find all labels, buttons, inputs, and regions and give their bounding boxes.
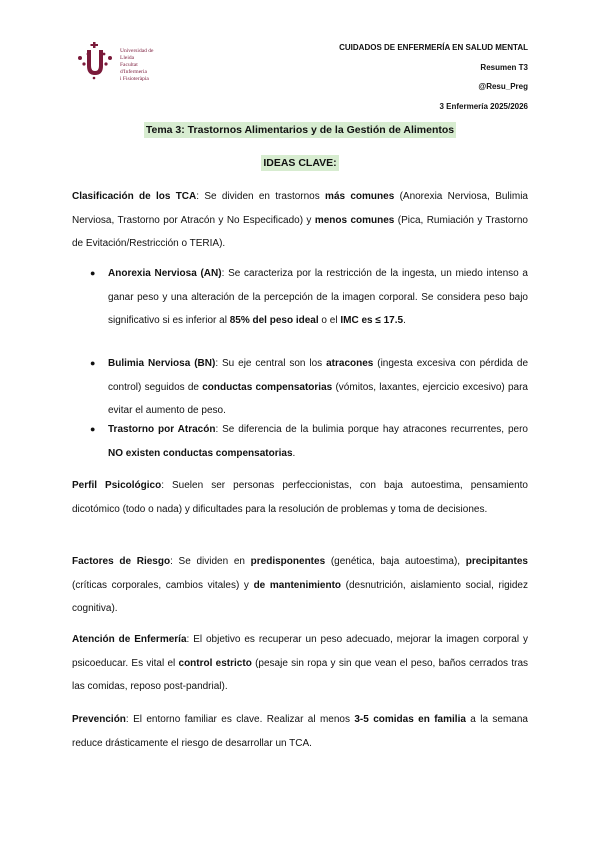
text-run: : Se caracteriza por la restricción de la ingesta, un miedo intenso a ganar peso y una alteración de la percepción de la imagen corporal. Se considera peso bajo significativo si es inferior al: [108, 268, 528, 326]
bullet-bulimia: [90, 352, 528, 423]
ideas-clave-heading: IDEAS CLAVE:: [263, 157, 337, 169]
title-wrap: [0, 120, 600, 138]
logo-line-1: Universidad de Lleida: [120, 48, 154, 61]
document-title: Tema 3: Trastornos Alimentarios y de la Gestión de Alimentos: [145, 124, 455, 136]
factores-label: Factores de Riesgo: [72, 556, 171, 567]
perfil-label: Perfil Psicológico: [72, 480, 162, 491]
header-handle: @Resu_Preg: [478, 82, 528, 91]
header-course: CUIDADOS DE ENFERMERÍA EN SALUD MENTAL: [339, 43, 528, 52]
paragraph-factores: [72, 550, 528, 621]
university-logo: [74, 40, 164, 80]
ideas-clave-wrap: [0, 153, 600, 171]
text-run: : Suelen ser personas perfeccionistas, con baja autoestima, pensamiento dicotómico (todo o nada) y dificultades para la resolución de problemas y toma de decisiones.: [72, 480, 528, 515]
document-header: [339, 38, 528, 116]
logo-text: [120, 48, 164, 83]
header-year: 3 Enfermería 2025/2026: [439, 101, 528, 111]
atencion-label: Atención de Enfermería: [72, 634, 187, 645]
text-run: (ingesta excesiva con pérdida de control) seguidos de: [108, 358, 529, 393]
bold-run: control estricto: [178, 657, 252, 669]
text-run: : Se diferencia de la bulimia porque hay atracones recurrentes, pero: [215, 424, 528, 435]
header-summary: Resumen T3: [480, 62, 528, 72]
text-run: (vómitos, laxantes, ejercicio excesivo) para evitar el aumento de peso.: [108, 381, 528, 416]
text-run: : Su eje central son los: [215, 358, 327, 369]
prevencion-label: Prevención: [72, 714, 126, 725]
text-run: : El objetivo es recuperar un peso adecuado, mejorar la imagen corporal y psicoeducar. Es vital el: [72, 634, 528, 669]
logo-line-3: i Fisioteràpia: [120, 76, 149, 82]
bold-run: atracones: [326, 358, 374, 369]
university-emblem-icon: [74, 40, 118, 80]
paragraph-prevencion: [72, 708, 528, 755]
paragraph-atencion: [72, 628, 528, 699]
bullet-text: [108, 418, 528, 465]
bullet-dot-icon: ●: [90, 268, 96, 278]
bold-run: menos comunes: [314, 214, 395, 226]
bullet-dot-icon: ●: [90, 358, 96, 368]
text-run: (pesaje sin ropa y sin que vean el peso, baños cerrados tras las comidas, reposo post-pandrial).: [72, 657, 529, 692]
bold-run: más comunes: [325, 191, 395, 202]
atracon-label: Trastorno por Atracón: [108, 424, 216, 435]
text-run: (genética, baja autoestima),: [325, 556, 466, 567]
logo-line-2: Facultat d'Infermeria: [120, 62, 147, 75]
text-run: o el: [318, 315, 341, 326]
bullet-text: [108, 262, 528, 333]
anorexia-label: Anorexia Nerviosa (AN): [108, 268, 222, 279]
bullet-anorexia: [90, 262, 528, 333]
text-run: (críticas corporales, cambios vitales) y: [72, 579, 254, 591]
text-run: : El entorno familiar es clave. Realizar al menos: [125, 714, 355, 725]
bullet-dot-icon: ●: [90, 424, 96, 434]
text-run: (desnutrición, aislamiento social, rigidez cognitiva).: [72, 579, 528, 614]
text-run: : Se dividen en: [170, 556, 251, 567]
bold-run: de mantenimiento: [253, 579, 342, 591]
text-run: .: [403, 315, 406, 326]
bold-run: 85% del peso ideal: [229, 315, 319, 326]
bullet-text: [108, 352, 528, 423]
bold-run: 3-5 comidas en familia: [354, 714, 466, 725]
bold-run: predisponentes: [250, 556, 326, 567]
bulimia-label: Bulimia Nerviosa (BN): [108, 358, 216, 369]
bullet-atracon: [90, 418, 528, 465]
paragraph-perfil: [72, 474, 528, 521]
text-run: a la semana reduce drásticamente el riesgo de desarrollar un TCA.: [72, 714, 528, 749]
text-run: .: [292, 447, 296, 459]
bold-run: conductas compensatorias: [202, 381, 333, 393]
bold-run: IMC es ≤ 17.5: [340, 315, 404, 326]
clasificacion-label: Clasificación de los TCA: [72, 191, 197, 202]
text-run: (Pica, Rumiación y Trastorno de Evitación/Restricción o TERIA).: [72, 214, 528, 249]
text-run: : Se dividen en trastornos: [196, 191, 326, 202]
bold-run: NO existen conductas compensatorias: [108, 447, 293, 459]
text-run: (Anorexia Nerviosa, Bulimia Nerviosa, Trastorno por Atracón y No Especificado) y: [72, 191, 528, 226]
paragraph-clasificacion: [72, 185, 528, 256]
bold-run: precipitantes: [465, 556, 528, 567]
